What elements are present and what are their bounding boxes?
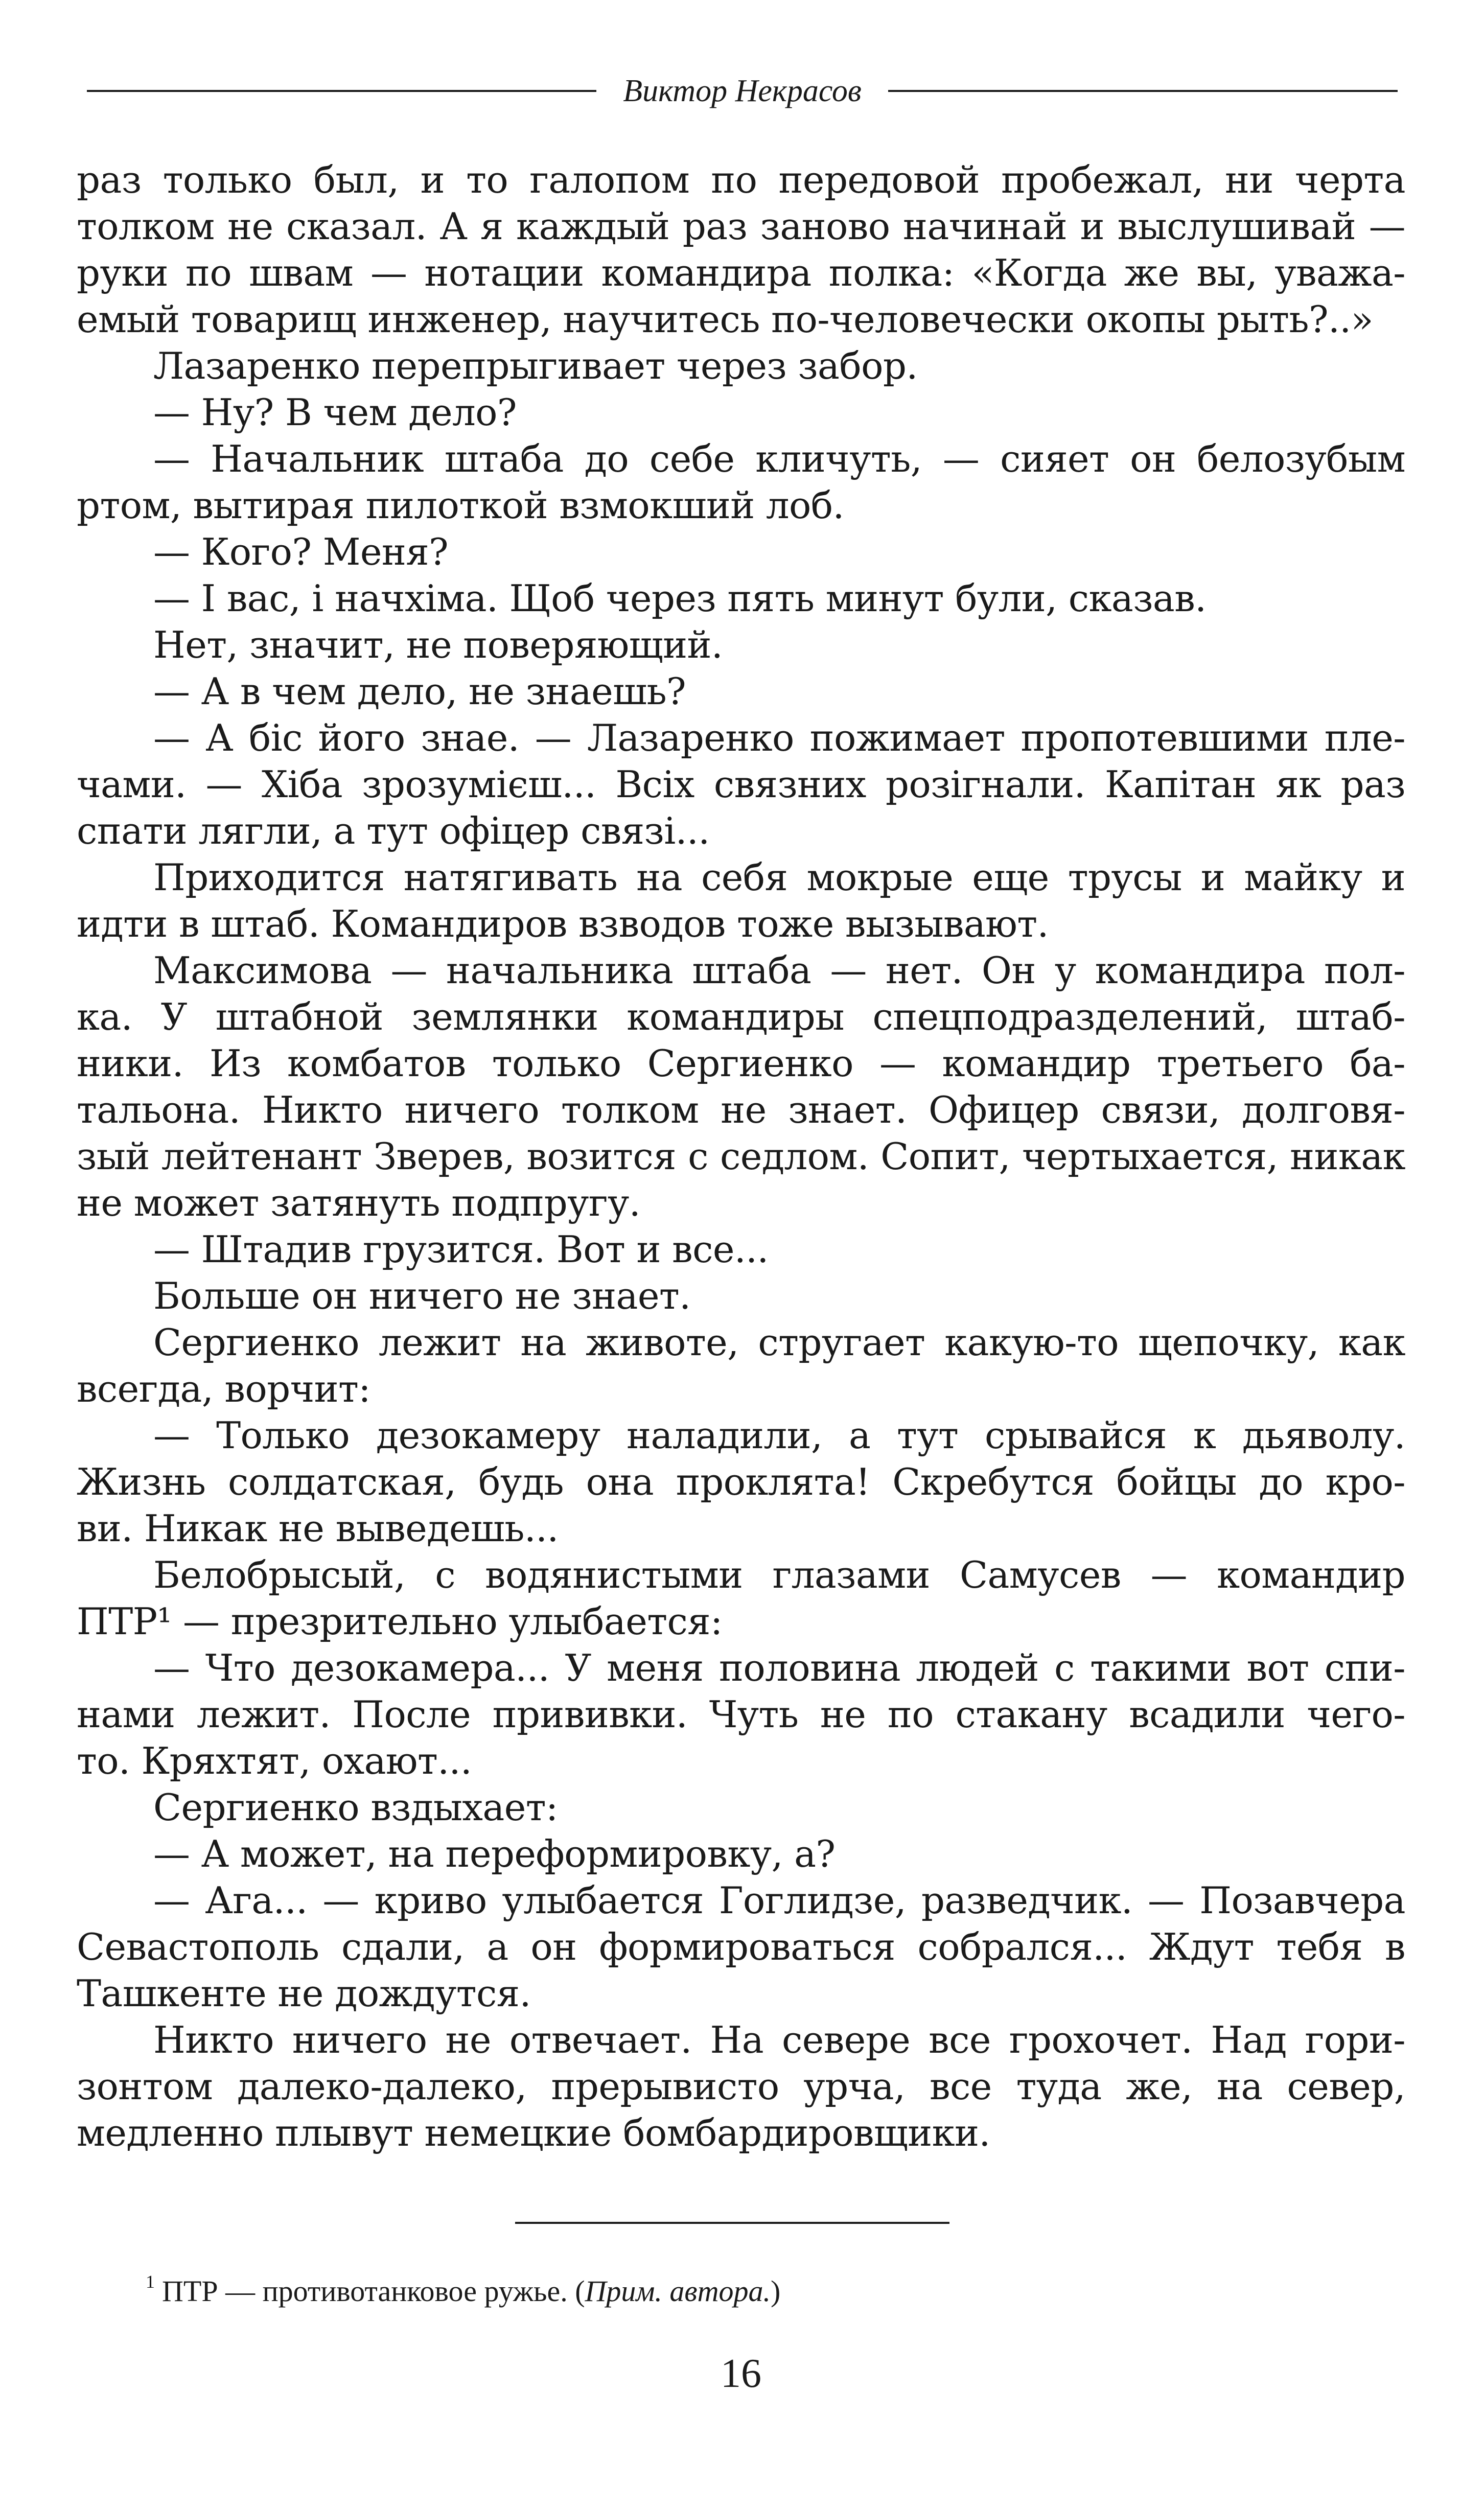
- running-header: [87, 65, 1398, 117]
- header-author: Виктор Некрасов: [623, 73, 862, 108]
- text-line: — Начальник штаба до себе кличуть, — сияет он белозубым: [153, 437, 1405, 480]
- footnote-close: ): [771, 2274, 781, 2308]
- body-text: [77, 157, 1405, 2156]
- text-line: ви. Никак не выведешь...: [77, 1507, 559, 1550]
- footnote: [146, 2261, 780, 2312]
- text-line: идти в штаб. Командиров взводов тоже вызывают.: [77, 902, 1049, 945]
- footnote-rule: [515, 2222, 949, 2224]
- text-line: — Штадив грузится. Вот и все...: [153, 1228, 769, 1271]
- text-line: — А в чем дело, не знаешь?: [153, 670, 686, 713]
- header-rule-left: [87, 90, 596, 92]
- text-line: зый лейтенант Зверев, возится с седлом. Сопит, чертыхается, никак: [77, 1135, 1405, 1178]
- text-line: то. Кряхтят, охают...: [77, 1739, 472, 1782]
- text-line: ПТР¹ — презрительно улыбается:: [77, 1600, 723, 1643]
- text-line: Приходится натягивать на себя мокрые еще трусы и майку и: [153, 856, 1405, 899]
- text-line: ники. Из комбатов только Сергиенко — командир третьего ба-: [77, 1042, 1405, 1085]
- text-line: толком не сказал. А я каждый раз заново начинай и выслушивай —: [77, 205, 1405, 248]
- text-line: Никто ничего не отвечает. На севере все грохочет. Над гори-: [153, 2018, 1405, 2061]
- text-line: Севастополь сдали, а он формироваться собрался... Ждут тебя в: [77, 1925, 1405, 1968]
- text-line: Сергиенко лежит на животе, стругает какую-то щепочку, как: [153, 1321, 1405, 1364]
- text-line: медленно плывут немецкие бомбардировщики.: [77, 2111, 990, 2154]
- text-line: Лазаренко перепрыгивает через забор.: [153, 344, 918, 387]
- text-line: — Ага... — криво улыбается Гоглидзе, разведчик. — Позавчера: [153, 1879, 1405, 1922]
- text-line: Максимова — начальника штаба — нет. Он у командира пол-: [153, 949, 1405, 992]
- text-line: зонтом далеко-далеко, прерывисто урча, все туда же, на север,: [77, 2065, 1405, 2108]
- text-line: Нет, значит, не поверяющий.: [153, 623, 723, 666]
- text-line: — Ну? В чем дело?: [153, 391, 517, 434]
- text-line: Ташкенте не дождутся.: [77, 1972, 531, 2015]
- text-line: — А біс його знае. — Лазаренко пожимает пропотевшими пле-: [153, 716, 1405, 759]
- text-line: всегда, ворчит:: [77, 1367, 370, 1410]
- text-line: спати лягли, а тут офіцер связі...: [77, 809, 710, 852]
- text-line: Жизнь солдатская, будь она проклята! Скребутся бойцы до кро-: [77, 1460, 1405, 1503]
- text-line: ка. У штабной землянки командиры спецподразделений, штаб-: [77, 995, 1405, 1038]
- text-line: — Кого? Меня?: [153, 530, 449, 573]
- text-line: нами лежит. После прививки. Чуть не по стакану всадили чего-: [77, 1693, 1405, 1736]
- text-line: — А может, на переформировку, а?: [153, 1832, 836, 1875]
- text-line: раз только был, и то галопом по передовой пробежал, ни черта: [77, 158, 1405, 201]
- text-line: Сергиенко вздыхает:: [153, 1786, 558, 1829]
- text-line: — І вас, і начхіма. Щоб через пять минут були, сказав.: [153, 577, 1207, 620]
- text-line: руки по швам — нотации командира полка: «Когда же вы, уважа-: [77, 251, 1405, 294]
- header-rule-right: [888, 90, 1398, 92]
- text-line: — Что дезокамера... У меня половина людей с такими вот спи-: [153, 1646, 1405, 1689]
- text-line: тальона. Никто ничего толком не знает. Офицер связи, долговя-: [77, 1088, 1405, 1131]
- footnote-marker: 1: [146, 2271, 155, 2292]
- text-line: ртом, вытирая пилоткой взмокший лоб.: [77, 484, 844, 527]
- text-line: не может затянуть подпругу.: [77, 1181, 640, 1224]
- footnote-text: ПТР — противотанковое ружье. (: [162, 2274, 585, 2308]
- text-line: Больше он ничего не знает.: [153, 1274, 691, 1317]
- text-line: — Только дезокамеру наладили, а тут срывайся к дьяволу.: [153, 1414, 1405, 1457]
- text-line: емый товарищ инженер, научитесь по-человечески окопы рыть?..»: [77, 298, 1373, 341]
- footnote-note: Прим. автора.: [585, 2274, 771, 2308]
- text-line: чами. — Хіба зрозумієш... Всіх связних розігнали. Капітан як раз: [77, 763, 1405, 806]
- page-number: 16: [721, 2351, 761, 2396]
- text-line: Белобрысый, с водянистыми глазами Самусев — командир: [153, 1553, 1405, 1596]
